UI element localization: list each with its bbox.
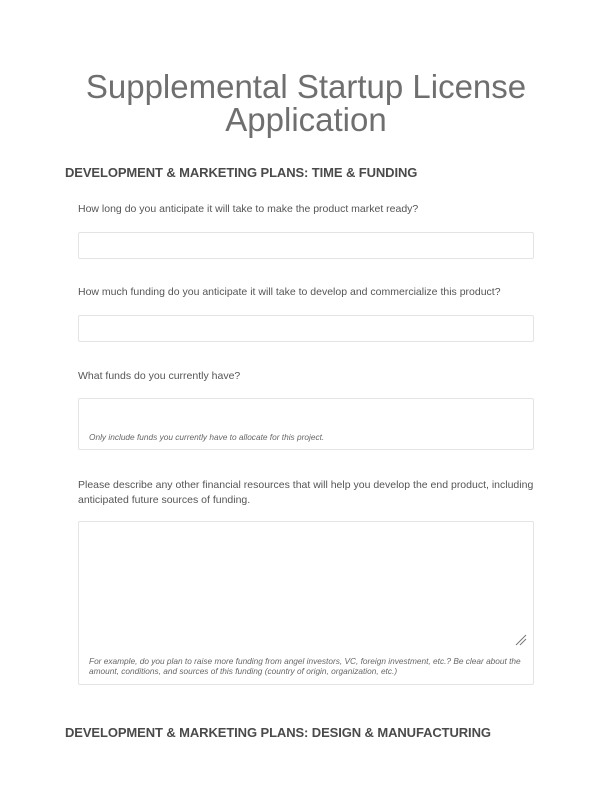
- question-label-market-ready-time: How long do you anticipate it will take to make the product market ready?: [78, 203, 419, 215]
- other-financial-resources-textarea[interactable]: [78, 521, 534, 685]
- page-title: [40, 70, 572, 136]
- question-label-current-funds: What funds do you currently have?: [78, 370, 241, 382]
- market-ready-time-input[interactable]: [78, 232, 534, 259]
- current-funds-hint: Only include funds you currently have to allocate for this project.: [89, 432, 325, 442]
- current-funds-input[interactable]: [78, 398, 534, 450]
- section-heading-time-funding: DEVELOPMENT & MARKETING PLANS: TIME & FUNDING: [65, 165, 418, 180]
- funding-needed-input[interactable]: [78, 315, 534, 342]
- section-heading-design-manufacturing: DEVELOPMENT & MARKETING PLANS: DESIGN & MANUFACTURING: [65, 725, 491, 740]
- other-financial-resources-hint: For example, do you plan to raise more funding from angel investors, VC, foreign investment, etc.? Be clear about the amount, conditions, and sources of this funding (country of origin, organization, etc.): [89, 656, 521, 676]
- question-label-other-financial-resources: Please describe any other financial resources that will help you develop the end product, including anticipated future sources of funding.: [78, 479, 534, 506]
- page-title-line-1: Supplemental Startup License: [85, 68, 527, 105]
- resize-handle-icon[interactable]: [515, 634, 527, 646]
- question-label-funding-needed: How much funding do you anticipate it will take to develop and commercialize this product?: [78, 286, 501, 298]
- page-title-line-2: Application: [225, 101, 387, 138]
